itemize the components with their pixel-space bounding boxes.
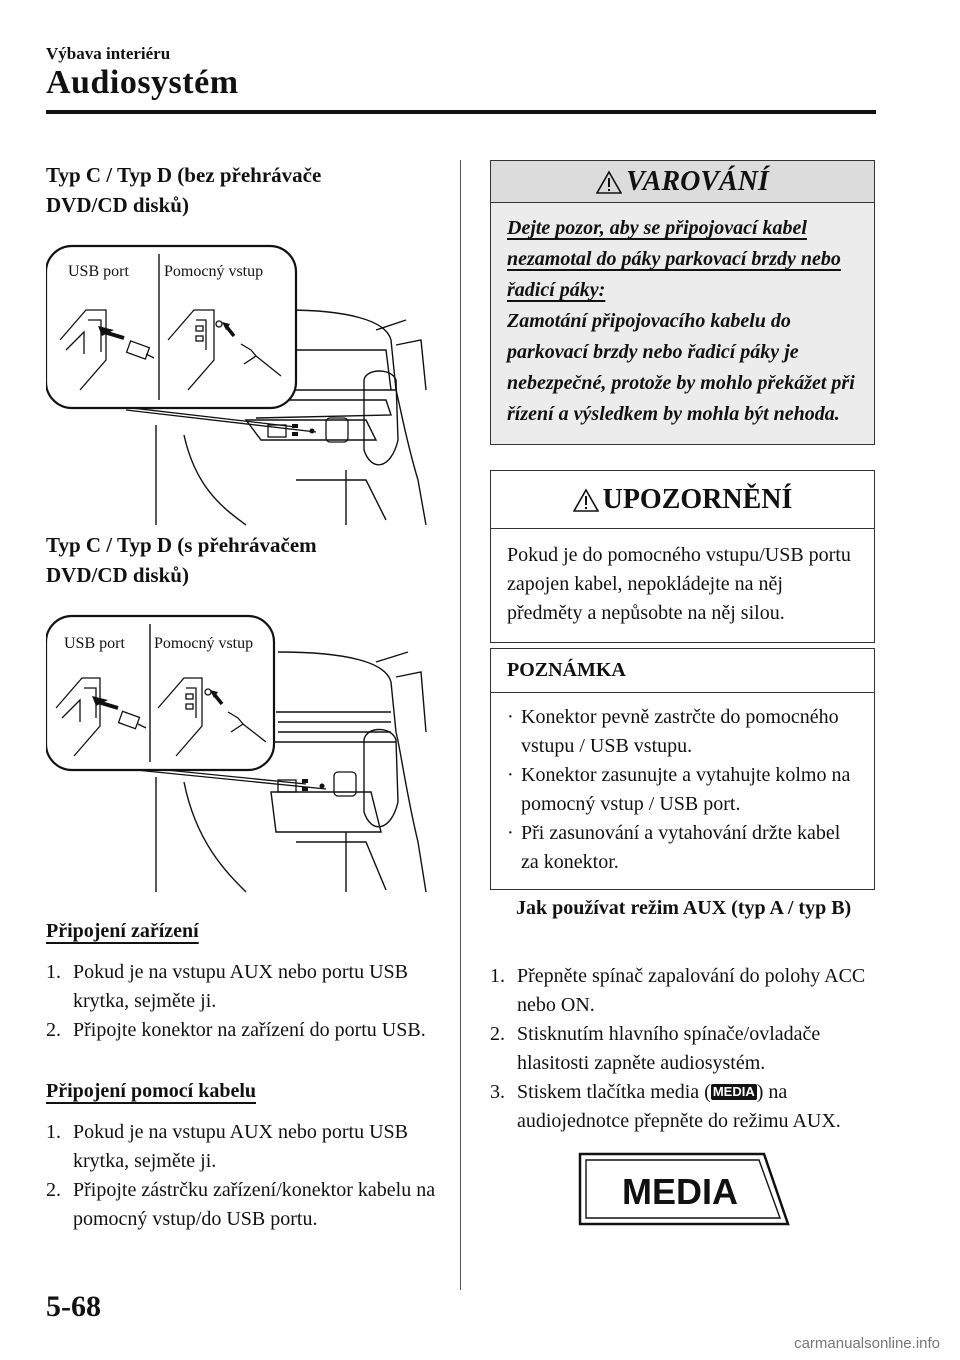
aux-mode-steps [490,962,875,1136]
caution-text: Pokud je do pomocného vstupu/USB portu zapojen kabel, nepokládejte na něj předměty a nepůsobte na něj silou. [507,544,851,624]
watermark: carmanualsonline.info [794,1335,940,1352]
caution-icon [573,488,599,512]
media-button-illustration [574,1150,794,1233]
list-item: 3. Stiskem tlačítka media ( MEDIA ) na audiojednotce přepněte do režimu AUX. [490,1081,841,1132]
title-rule [46,110,876,114]
list-item: 1. Pokud je na vstupu AUX nebo portu USB krytka, sejměte ji. [46,961,408,1012]
list-item: · Konektor pevně zastrčte do pomocného vstupu / USB vstupu. [507,706,839,757]
list-item: 1. Pokud je na vstupu AUX nebo portu USB krytka, sejměte ji. [46,1121,408,1172]
fig1-aux-label: Pomocný vstup [164,263,264,280]
fig2-usb-label: USB port [64,635,125,652]
aux-mode-heading: Jak používat režim AUX (typ A / typ B) [516,897,852,919]
list-item: 2. Připojte konektor na zařízení do portu USB. [46,1019,426,1041]
figure2-heading: Typ C / Typ D (s přehrávačem DVD/CD disků) [46,533,317,587]
figure1-illustration [46,240,446,530]
warning-icon [596,170,622,194]
note-title: POZNÁMKA [491,649,874,693]
connect-cable-steps [46,1118,446,1234]
list-item: 2. Stisknutím hlavního spínače/ovladače hlasitosti zapněte audiosystém. [490,1023,821,1074]
caution-title: UPOZORNĚNÍ [602,483,793,515]
figure1-heading: Typ C / Typ D (bez přehrávače DVD/CD disků) [46,163,322,217]
figure2-illustration [46,612,446,897]
section-label: Výbava interiéru [46,44,171,63]
fig2-aux-label: Pomocný vstup [154,635,254,652]
page-number: 5-68 [46,1290,101,1323]
warning-text: Zamotání připojovacího kabelu do parkovací brzdy nebo řadicí páky je nebezpečné, protože by mohlo překážet při řízení a výsledkem by mohla být nehoda. [507,310,855,425]
fig1-usb-label: USB port [68,263,129,280]
list-item: 2. Připojte zástrčku zařízení/konektor kabelu na pomocný vstup/do USB portu. [46,1179,436,1230]
warning-title: VAROVÁNÍ [626,165,769,197]
page-title: Audiosystém [46,64,239,101]
list-item: · Konektor zasunujte a vytahujte kolmo na pomocný vstup / USB port. [507,764,851,815]
media-button-label: MEDIA [622,1171,738,1212]
list-item: 1. Přepněte spínač zapalování do polohy ACC nebo ON. [490,965,866,1016]
media-chip-icon: MEDIA [712,1084,755,1099]
warning-underlined-text: Dejte pozor, aby se připojovací kabel nezamotal do páky parkovací brzdy nebo řadicí páky: [507,217,841,301]
column-divider [460,160,461,1290]
connect-device-steps [46,958,446,1045]
connect-cable-heading: Připojení pomocí kabelu [46,1080,257,1102]
connect-device-heading: Připojení zařízení [46,920,199,942]
caution-box [490,470,875,643]
warning-box [490,160,875,445]
list-item: · Při zasunování a vytahování držte kabel za konektor. [507,822,841,873]
note-box [490,648,875,890]
